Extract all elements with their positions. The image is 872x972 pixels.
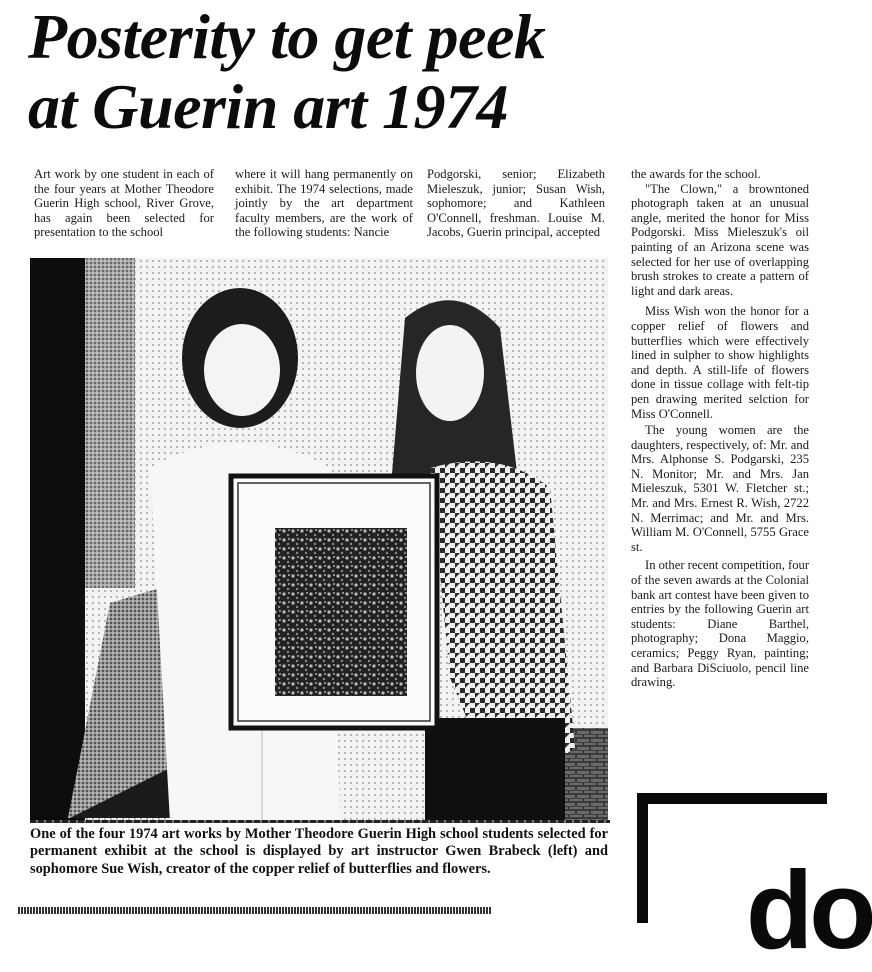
article-column-1 [34, 167, 214, 240]
photo-caption: One of the four 1974 art works by Mother Theodore Guerin High school students selected for permanent exhibit at the school is displayed by art instructor Gwen Brabeck (left) and sophomore Sue Wish, creator of the copper relief of butterflies and flowers. [30, 826, 608, 877]
paragraph: The young women are the daughters, respectively, of: Mr. and Mrs. Alphonse S. Podgarski, 235 N. Monitor; Mr. and Mrs. Jan Mieleszuk, 5301 W. Fletcher st.; Mr. and Mrs. Ernest R. Wish, 2722 N. Merrimac; and Mr. and Mrs. William M. O'Connell, 5755 Grace st. [631, 423, 809, 554]
paragraph: Miss Wish won the honor for a copper relief of flowers and butterflies which were effectively lined in sulpher to show highlights and depth. A still-life of flowers done in tissue collage with felt-tip pen drawing merited selction for Miss O'Connell. [631, 304, 809, 421]
section-divider-rule [18, 907, 492, 914]
headline-line-2: at Guerin art 1974 [28, 71, 508, 142]
article-column-3 [427, 167, 605, 240]
photo-illustration [30, 258, 608, 822]
news-photo [30, 258, 608, 822]
article-column-4 [631, 167, 809, 690]
advertisement-text: do [746, 849, 872, 972]
advertisement-box [637, 793, 872, 972]
photo-bottom-border [30, 820, 610, 823]
paragraph: where it will hang permanently on exhibit. The 1974 selections, made jointly by the art department faculty members, are the work of the following students: Nancie [235, 167, 413, 240]
article-column-2 [235, 167, 413, 240]
paragraph: Podgorski, senior; Elizabeth Mieleszuk, junior; Susan Wish, sophomore; and Kathleen O'Connell, freshman. Louise M. Jacobs, Guerin principal, accepted [427, 167, 605, 240]
paragraph: "The Clown," a browntoned photograph taken at an unusual angle, merited the honor for Miss Podgorski. Miss Mieleszuk's oil painting of an Arizona scene was selected for her use of overlapping brush strokes to create a pattern of light and dark areas. [631, 181, 809, 298]
paragraph: In other recent competition, four of the seven awards at the Colonial bank art contest have been given to entries by the following Guerin art students: Diane Barthel, photography; Dona Maggio, ceramics; Peggy Ryan, painting; and Barbara DiSciuolo, pencil line drawing. [631, 558, 810, 690]
headline-line-1: Posterity to get peek [28, 1, 546, 72]
headline [28, 2, 545, 142]
paragraph: Art work by one student in each of the four years at Mother Theodore Guerin High school, River Grove, has again been selected for presentation to the school [34, 167, 214, 240]
paragraph: the awards for the school. [631, 167, 761, 181]
